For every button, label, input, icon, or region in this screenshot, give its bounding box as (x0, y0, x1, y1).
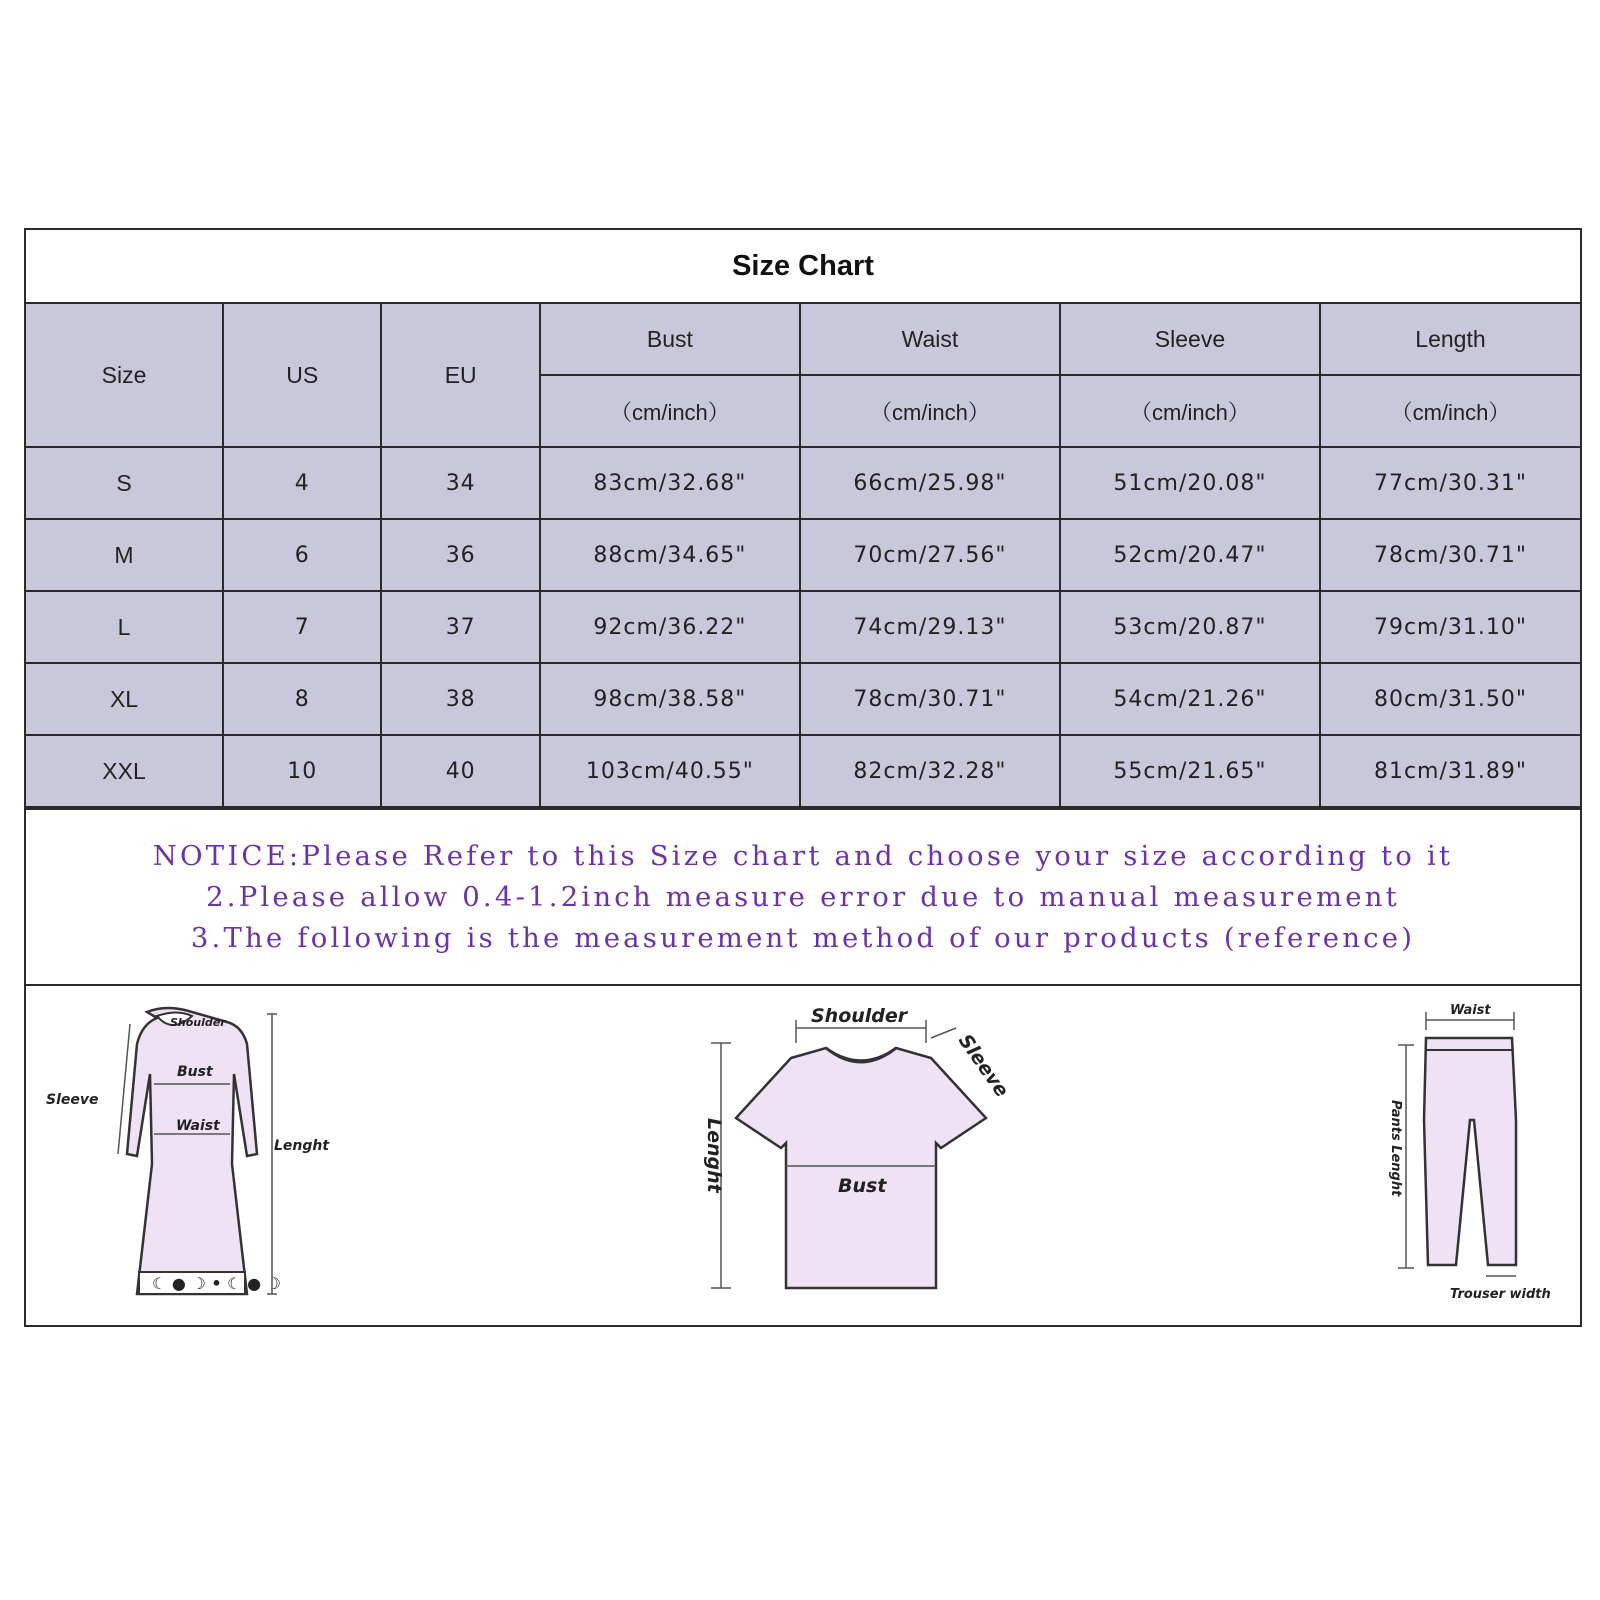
notice-line: 3.The following is the measurement method of our products (reference) (190, 921, 1416, 954)
column-header-sleeve: Sleeve (1060, 304, 1320, 375)
cell-length: 80cm/31.50" (1320, 663, 1580, 735)
unit-label-bust: （cm/inch） (540, 375, 800, 447)
cell-sleeve: 54cm/21.26" (1060, 663, 1320, 735)
cell-eu: 38 (381, 663, 539, 735)
notice-line: NOTICE:Please Refer to this Size chart and choose your size according to it (152, 839, 1454, 872)
cell-us: 6 (223, 519, 381, 591)
cell-us: 10 (223, 735, 381, 807)
measurement-diagrams (26, 986, 1580, 1316)
cell-waist: 74cm/29.13" (800, 591, 1060, 663)
cell-bust: 98cm/38.58" (540, 663, 800, 735)
size-chart-sheet (24, 228, 1582, 1327)
cell-sleeve: 55cm/21.65" (1060, 735, 1320, 807)
column-header-waist: Waist (800, 304, 1060, 375)
cell-sleeve: 53cm/20.87" (1060, 591, 1320, 663)
cell-bust: 83cm/32.68" (540, 447, 800, 519)
cell-us: 7 (223, 591, 381, 663)
table-row (26, 447, 1580, 519)
cell-length: 77cm/30.31" (1320, 447, 1580, 519)
column-header-us: US (223, 304, 381, 447)
tshirt-label-bust: Bust (838, 1175, 887, 1197)
unit-label-waist: （cm/inch） (800, 375, 1060, 447)
cell-size: M (26, 519, 223, 591)
pants-label-waist: Waist (1450, 1003, 1491, 1018)
cell-us: 8 (223, 663, 381, 735)
cell-waist: 82cm/32.28" (800, 735, 1060, 807)
page-title: Size Chart (732, 249, 874, 282)
size-table (26, 304, 1580, 808)
cell-size: L (26, 591, 223, 663)
cell-bust: 103cm/40.55" (540, 735, 800, 807)
tshirt-outline (736, 1048, 986, 1288)
cell-eu: 37 (381, 591, 539, 663)
tshirt-label-shoulder: Shoulder (811, 1005, 908, 1027)
column-header-eu: EU (381, 304, 539, 447)
table-row (26, 735, 1580, 807)
column-header-bust: Bust (540, 304, 800, 375)
cell-size: S (26, 447, 223, 519)
pants-diagram (1386, 1000, 1576, 1310)
table-row (26, 519, 1580, 591)
cell-bust: 92cm/36.22" (540, 591, 800, 663)
column-header-size: Size (26, 304, 223, 447)
title-row (26, 230, 1580, 304)
cell-waist: 78cm/30.71" (800, 663, 1060, 735)
unit-label-length: （cm/inch） (1320, 375, 1580, 447)
table-row (26, 663, 1580, 735)
notice-block (26, 808, 1580, 986)
tshirt-diagram (686, 998, 1046, 1308)
cell-sleeve: 52cm/20.47" (1060, 519, 1320, 591)
column-header-length: Length (1320, 304, 1580, 375)
unit-label-sleeve: （cm/inch） (1060, 375, 1320, 447)
tshirt-label-length: Lenght (703, 1118, 725, 1193)
pants-label-width: Trouser width (1450, 1287, 1551, 1302)
tshirt-label-sleeve: Sleeve (953, 1030, 1013, 1102)
dress-label-bust: Bust (177, 1064, 213, 1080)
dress-label-waist: Waist (176, 1118, 220, 1134)
cell-waist: 70cm/27.56" (800, 519, 1060, 591)
cell-length: 79cm/31.10" (1320, 591, 1580, 663)
cell-eu: 40 (381, 735, 539, 807)
cell-size: XXL (26, 735, 223, 807)
dress-label-sleeve: Sleeve (46, 1092, 99, 1108)
cell-us: 4 (223, 447, 381, 519)
dress-outline (127, 1008, 257, 1294)
notice-line: 2.Please allow 0.4-1.2inch measure error due to manual measurement (206, 880, 1400, 913)
cell-bust: 88cm/34.65" (540, 519, 800, 591)
cell-eu: 36 (381, 519, 539, 591)
cell-length: 78cm/30.71" (1320, 519, 1580, 591)
cell-sleeve: 51cm/20.08" (1060, 447, 1320, 519)
cell-length: 81cm/31.89" (1320, 735, 1580, 807)
cell-eu: 34 (381, 447, 539, 519)
dress-diagram (42, 1004, 342, 1304)
cell-size: XL (26, 663, 223, 735)
pants-label-length: Pants Lenght (1388, 1100, 1403, 1197)
svg-text:☾ ● ☽ • ☾ ● ☽: ☾ ● ☽ • ☾ ● ☽ (152, 1274, 281, 1293)
table-row (26, 591, 1580, 663)
cell-waist: 66cm/25.98" (800, 447, 1060, 519)
dress-label-shoulder: Shoulder (170, 1016, 226, 1029)
pants-outline (1424, 1038, 1516, 1265)
dress-label-length: Lenght (274, 1138, 330, 1154)
header-row (26, 304, 1580, 375)
